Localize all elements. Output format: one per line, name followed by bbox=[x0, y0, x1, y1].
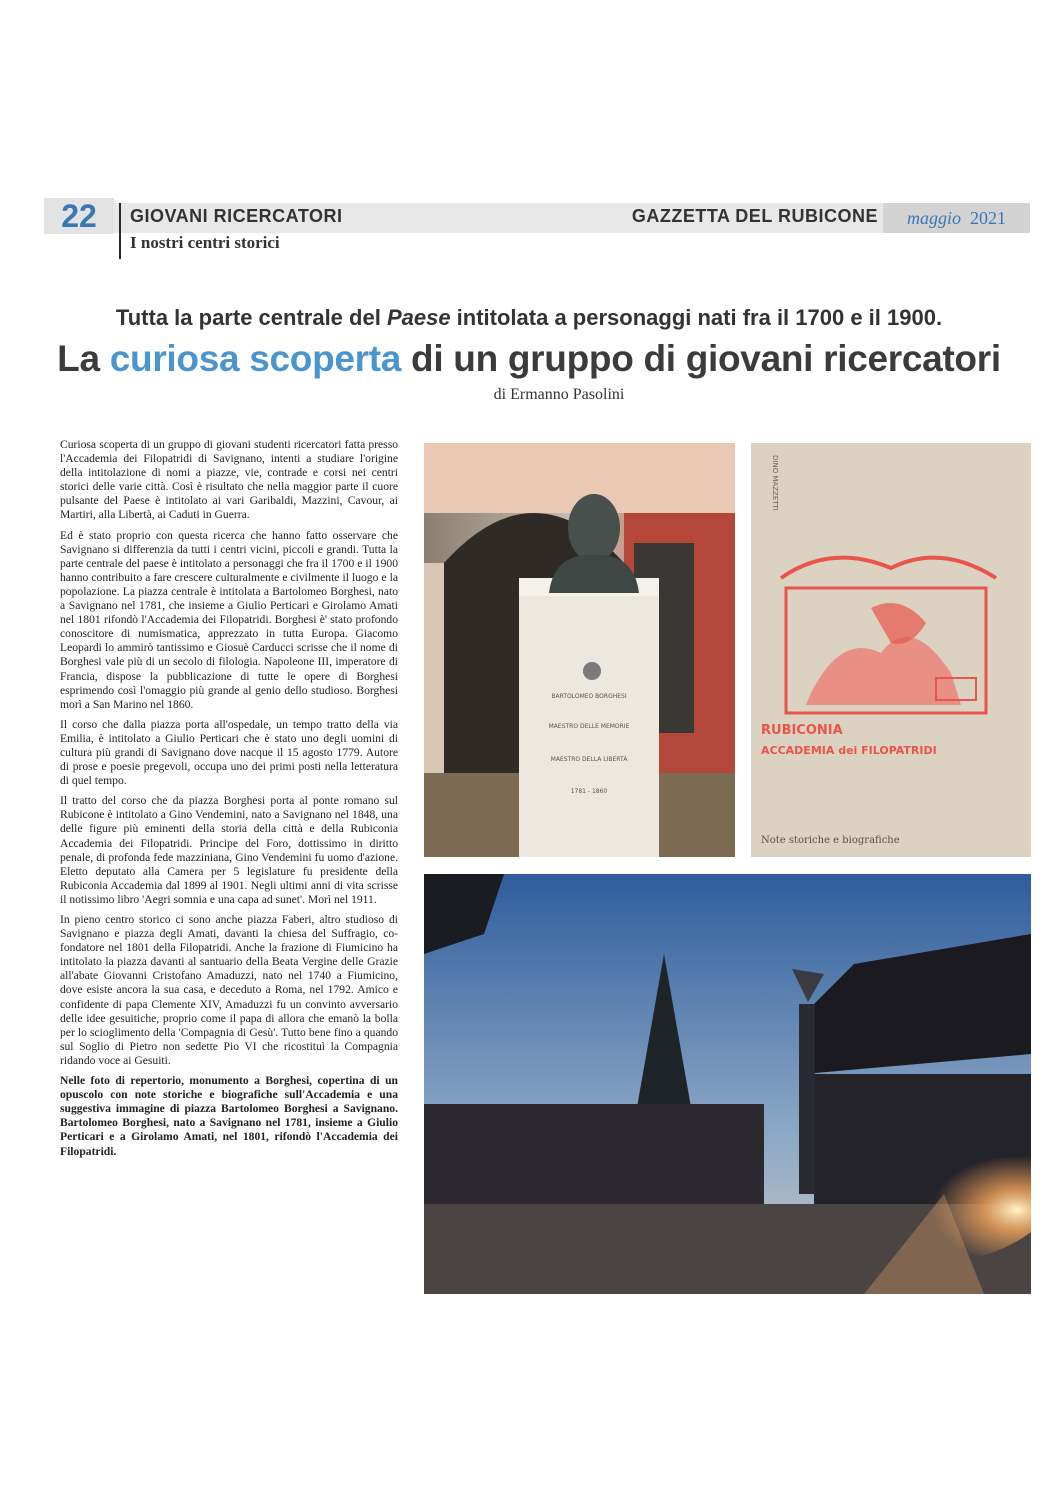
photo-piazza-borghesi bbox=[424, 874, 1031, 1294]
cover-illustration bbox=[751, 443, 1031, 857]
section-title: GIOVANI RICERCATORI bbox=[130, 206, 343, 226]
monument-illustration bbox=[424, 443, 735, 857]
kicker-italic: Paese bbox=[386, 305, 451, 330]
headline-part-2: di un gruppo di giovani ricercatori bbox=[401, 338, 1001, 379]
cover-title-line-2: ACCADEMIA dei FILOPATRIDI bbox=[761, 744, 937, 757]
photo-caption: Nelle foto di repertorio, monumento a Borghesi, copertina di un opuscolo con note storiche e biografiche sull'Accademia e una suggestiva immagine di piazza Bartolomeo Borghesi a Savignano. Bartolomeo Borghesi, nato a Savignano nel 1781, insieme a Giulio Perticari e a Girolamo Amati, nel 1801, rifondò l'Accademia dei Filopatridi. bbox=[60, 1074, 398, 1158]
cover-title-line-1: RUBICONIA bbox=[761, 723, 843, 738]
issue-month: maggio bbox=[907, 208, 961, 228]
cover-spine-text: DINO MAZZETTI bbox=[771, 455, 779, 511]
section-subtitle: I nostri centri storici bbox=[130, 233, 280, 252]
article-paragraph: Il corso che dalla piazza porta all'ospedale, un tempo tratto della via Emilia, è intitolato a Giulio Perticari che è stato uno degli uomini di cultura più grandi di Savignano dove nacque il 15 agosto 1779. Autore di prose e poesie pregevoli, occupa uno dei primi posti nella letteratura di quel tempo. bbox=[60, 717, 398, 788]
article-paragraph: In pieno centro storico ci sono anche piazza Faberi, altro studioso di Savignano e piazza degli Amati, davanti la chiesa del Suffragio, co-fondatore nel 1801 della Filopatridi. Anche la frazione di Fiumicino ha intitolato la piazza davanti al santuario della Beata Vergine delle Grazie all'abate Giovanni Cristofano Amaduzzi, nato nel 1740 a Fiumicino, dove esiste ancora la sua casa, e deceduto a Roma, nel 1792. Amico e confidente di papa Clemente XIV, Amaduzzi fu un convinto avversario delle idee gesuitiche, proprio come il papa di allora che emanò la bolla per lo scioglimento della 'Compagnia di Gesù'. Tutto bene fino a quando sul Soglio di Pietro non sedette Pio VI che ricostituì la Compagnia ridando voce ai Gesuiti. bbox=[60, 913, 398, 1067]
article-headline bbox=[0, 338, 1058, 380]
article-byline: di Ermanno Pasolini bbox=[493, 386, 625, 403]
plaque-text-4: 1781 - 1860 bbox=[570, 788, 608, 795]
article-paragraph: Il tratto del corso che da piazza Borghesi porta al ponte romano sul Rubicone è intitolato a Gino Vendemini, nato a Savignano nel 1848, una delle figure più eminenti della storia della città e della Rubiconia Accademia dei Filopatridi. Principe del Foro, dottissimo in diritto penale, di profonda fede mazziniana, Gino Vendemini fu uomo d'azione. Eletto deputato alla Camera per 5 legislature fu presidente della Rubiconia Accademia dal 1899 al 1901. Negli ultimi anni di vita scrisse il notissimo libro 'Aegri somnia e una capa ad sunet'. Morì nel 1911. bbox=[60, 794, 398, 906]
header-divider bbox=[119, 203, 121, 259]
headline-highlight: curiosa scoperta bbox=[109, 338, 402, 379]
plaque-text-2: MAESTRO DELLE MEMORIE bbox=[548, 723, 630, 730]
plaque-text-3: MAESTRO DELLA LIBERTÀ bbox=[550, 756, 628, 763]
publication-name: GAZZETTA DEL RUBICONE bbox=[631, 206, 878, 226]
plaque-text-1: BARTOLOMEO BORGHESI bbox=[551, 693, 627, 700]
piazza-illustration bbox=[424, 874, 1031, 1294]
cover-subtitle: Note storiche e biografiche bbox=[761, 835, 900, 846]
article-body bbox=[60, 438, 398, 1165]
kicker-part-2: intitolata a personaggi nati fra il 1700 e il 1900. bbox=[450, 305, 943, 330]
article-paragraph: Ed è stato proprio con questa ricerca che hanno fatto osservare che Savignano si differenzia da tutti i centri vicini, piccoli e grandi. Tutta la parte centrale del paese è intitolato a personaggi che fra il 1700 e il 1900 hanno contribuito a fare crescere culturalmente e civilmente il luogo e la popolazione. La piazza centrale è intitolata a Bartolomeo Borghesi, nato a Savignano nel 1781, che insieme a Giulio Perticari e Girolamo Amati nel 1801 rifondò l'Accademia dei Filopatridi. Borghesi è' stato profondo conoscitore di numismatica, apprezzato in tutta Europa. Giacomo Leopardi lo ammirò tantissimo e Giosuè Carducci scrisse che il nome di Borghesi vale più di un secolo di filologia. Napoleone III, imperatore di Francia, dispose la pubblicazione di tutte le opere di Borghesi esprimendo così l'omaggio più grande al genio dello studioso. Borghesi morì a San Marino nel 1860. bbox=[60, 528, 398, 711]
headline-part-1: La bbox=[57, 338, 110, 379]
photo-accademia-booklet-cover bbox=[751, 443, 1031, 857]
article-paragraph: Curiosa scoperta di un gruppo di giovani studenti ricercatori fatta presso l'Accademia dei Filopatridi di Savignano, intenti a studiare l'origine della intitolazione di nomi a piazze, vie, contrade e corsi nei centri storici delle varie città. Così è risultato che nella maggior parte il cuore pulsante del Paese è intitolato ai vari Garibaldi, Mazzini, Cavour, ai Martiri, alla Libertà, ai Caduti in Guerra. bbox=[60, 438, 398, 522]
issue-year: 2021 bbox=[970, 208, 1006, 228]
page-number: 22 bbox=[44, 198, 114, 234]
issue-date bbox=[883, 203, 1030, 233]
photo-borghesi-monument bbox=[424, 443, 735, 857]
article-kicker bbox=[0, 305, 1058, 331]
kicker-part-1: Tutta la parte centrale del bbox=[115, 305, 387, 330]
